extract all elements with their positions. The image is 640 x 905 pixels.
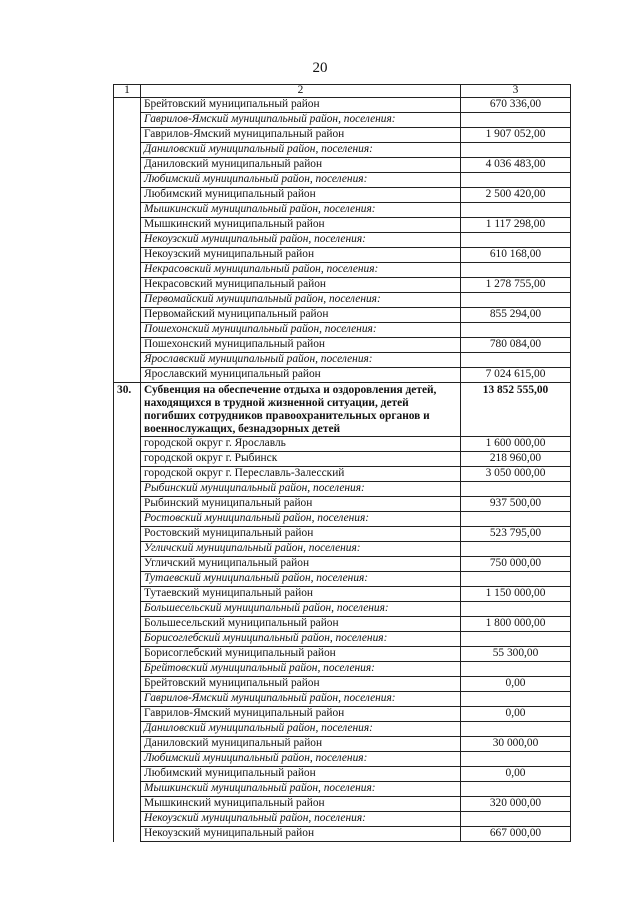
district-name: городской округ г. Переславль-Залесский <box>141 467 461 482</box>
amount-cell: 1 278 755,00 <box>461 278 571 293</box>
amount-cell: 750 000,00 <box>461 557 571 572</box>
settlement-heading-row <box>114 353 571 368</box>
district-name: Первомайский муниципальный район <box>141 308 461 323</box>
number-cell <box>114 173 141 188</box>
settlement-heading: Первомайский муниципальный район, поселения: <box>141 293 461 308</box>
number-cell <box>114 797 141 812</box>
number-cell <box>114 677 141 692</box>
settlement-heading-row <box>114 203 571 218</box>
settlement-heading-row <box>114 323 571 338</box>
amount-cell <box>461 203 571 218</box>
district-name: Мышкинский муниципальный район <box>141 218 461 233</box>
district-row <box>114 308 571 323</box>
district-row <box>114 617 571 632</box>
district-name: городской округ г. Рыбинск <box>141 452 461 467</box>
amount-cell: 1 117 298,00 <box>461 218 571 233</box>
district-row <box>114 338 571 353</box>
district-name: Любимский муниципальный район <box>141 767 461 782</box>
amount-cell <box>461 662 571 677</box>
amount-cell <box>461 323 571 338</box>
amount-cell: 3 050 000,00 <box>461 467 571 482</box>
number-cell <box>114 203 141 218</box>
district-row <box>114 248 571 263</box>
district-row <box>114 677 571 692</box>
amount-cell: 667 000,00 <box>461 827 571 842</box>
amount-cell: 855 294,00 <box>461 308 571 323</box>
district-name: Большесельский муниципальный район <box>141 617 461 632</box>
settlement-heading-row <box>114 632 571 647</box>
settlement-heading: Тутаевский муниципальный район, поселения: <box>141 572 461 587</box>
settlement-heading: Любимский муниципальный район, поселения: <box>141 173 461 188</box>
amount-cell <box>461 293 571 308</box>
district-row <box>114 767 571 782</box>
district-row <box>114 98 571 113</box>
settlement-heading-row <box>114 113 571 128</box>
amount-cell <box>461 353 571 368</box>
section-title: Субвенция на обеспечение отдыха и оздоровления детей, находящихся в трудной жизненной ситуации, детей погибших сотрудников правоохранительных органов и военнослужащих, безнадзорных детей <box>141 383 461 437</box>
settlement-heading: Брейтовский муниципальный район, поселения: <box>141 662 461 677</box>
settlement-heading: Любимский муниципальный район, поселения: <box>141 752 461 767</box>
settlement-heading-row <box>114 662 571 677</box>
district-name: Рыбинский муниципальный район <box>141 497 461 512</box>
amount-cell: 610 168,00 <box>461 248 571 263</box>
district-row <box>114 452 571 467</box>
number-cell <box>114 587 141 602</box>
settlement-heading: Большесельский муниципальный район, поселения: <box>141 602 461 617</box>
number-cell <box>114 467 141 482</box>
number-cell <box>114 98 141 113</box>
page-number: 20 <box>312 60 328 76</box>
amount-cell: 1 907 052,00 <box>461 128 571 143</box>
settlement-heading: Некрасовский муниципальный район, поселения: <box>141 263 461 278</box>
district-row <box>114 797 571 812</box>
number-cell <box>114 293 141 308</box>
amount-cell: 780 084,00 <box>461 338 571 353</box>
district-name: Брейтовский муниципальный район <box>141 677 461 692</box>
number-cell <box>114 512 141 527</box>
number-cell <box>114 437 141 452</box>
number-cell <box>114 248 141 263</box>
amount-cell <box>461 692 571 707</box>
settlement-heading: Ярославский муниципальный район, поселения: <box>141 353 461 368</box>
number-cell <box>114 368 141 383</box>
district-name: Некоузский муниципальный район <box>141 827 461 842</box>
district-row <box>114 188 571 203</box>
header-cell-number: 1 <box>114 85 141 98</box>
district-row <box>114 467 571 482</box>
amount-cell: 7 024 615,00 <box>461 368 571 383</box>
amount-cell <box>461 542 571 557</box>
amount-cell <box>461 812 571 827</box>
number-cell <box>114 482 141 497</box>
district-row <box>114 497 571 512</box>
district-row <box>114 737 571 752</box>
district-name: городской округ г. Ярославль <box>141 437 461 452</box>
district-row <box>114 557 571 572</box>
number-cell <box>114 143 141 158</box>
settlement-heading-row <box>114 293 571 308</box>
amount-cell: 937 500,00 <box>461 497 571 512</box>
number-cell <box>114 188 141 203</box>
number-cell <box>114 632 141 647</box>
district-name: Даниловский муниципальный район <box>141 158 461 173</box>
number-cell <box>114 542 141 557</box>
number-cell <box>114 752 141 767</box>
amount-cell: 0,00 <box>461 707 571 722</box>
allocation-table <box>113 84 571 842</box>
district-row <box>114 707 571 722</box>
district-row <box>114 437 571 452</box>
number-cell <box>114 263 141 278</box>
number-cell <box>114 812 141 827</box>
amount-cell <box>461 263 571 278</box>
settlement-heading-row <box>114 233 571 248</box>
settlement-heading: Некоузский муниципальный район, поселения: <box>141 812 461 827</box>
number-cell <box>114 452 141 467</box>
subvention-section-row <box>114 383 571 437</box>
amount-cell <box>461 143 571 158</box>
settlement-heading-row <box>114 143 571 158</box>
header-cell-name: 2 <box>141 85 461 98</box>
number-cell <box>114 323 141 338</box>
settlement-heading-row <box>114 542 571 557</box>
district-name: Ростовский муниципальный район <box>141 527 461 542</box>
header-cell-amount: 3 <box>461 85 571 98</box>
amount-cell <box>461 632 571 647</box>
settlement-heading-row <box>114 602 571 617</box>
district-name: Гаврилов-Ямский муниципальный район <box>141 128 461 143</box>
settlement-heading-row <box>114 692 571 707</box>
settlement-heading: Гаврилов-Ямский муниципальный район, поселения: <box>141 113 461 128</box>
number-cell <box>114 827 141 842</box>
amount-cell <box>461 782 571 797</box>
amount-cell: 2 500 420,00 <box>461 188 571 203</box>
number-cell <box>114 647 141 662</box>
district-row <box>114 827 571 842</box>
amount-cell: 30 000,00 <box>461 737 571 752</box>
number-cell <box>114 662 141 677</box>
number-cell <box>114 218 141 233</box>
settlement-heading-row <box>114 482 571 497</box>
amount-cell: 1 150 000,00 <box>461 587 571 602</box>
amount-cell <box>461 722 571 737</box>
district-name: Даниловский муниципальный район <box>141 737 461 752</box>
number-cell <box>114 722 141 737</box>
number-cell <box>114 527 141 542</box>
district-row <box>114 647 571 662</box>
district-row <box>114 527 571 542</box>
amount-cell <box>461 233 571 248</box>
district-row <box>114 158 571 173</box>
settlement-heading: Пошехонский муниципальный район, поселения: <box>141 323 461 338</box>
number-cell <box>114 617 141 632</box>
district-name: Некрасовский муниципальный район <box>141 278 461 293</box>
amount-cell: 320 000,00 <box>461 797 571 812</box>
settlement-heading-row <box>114 812 571 827</box>
district-name: Гаврилов-Ямский муниципальный район <box>141 707 461 722</box>
number-cell <box>114 572 141 587</box>
amount-cell: 1 800 000,00 <box>461 617 571 632</box>
amount-cell <box>461 602 571 617</box>
settlement-heading: Рыбинский муниципальный район, поселения: <box>141 482 461 497</box>
settlement-heading: Гаврилов-Ямский муниципальный район, поселения: <box>141 692 461 707</box>
amount-cell <box>461 572 571 587</box>
settlement-heading-row <box>114 173 571 188</box>
district-name: Угличский муниципальный район <box>141 557 461 572</box>
settlement-heading-row <box>114 572 571 587</box>
settlement-heading: Борисоглебский муниципальный район, поселения: <box>141 632 461 647</box>
settlement-heading-row <box>114 263 571 278</box>
district-name: Ярославский муниципальный район <box>141 368 461 383</box>
number-cell <box>114 602 141 617</box>
settlement-heading-row <box>114 752 571 767</box>
settlement-heading-row <box>114 782 571 797</box>
number-cell <box>114 233 141 248</box>
settlement-heading: Мышкинский муниципальный район, поселения: <box>141 203 461 218</box>
district-name: Борисоглебский муниципальный район <box>141 647 461 662</box>
settlement-heading: Некоузский муниципальный район, поселения: <box>141 233 461 248</box>
district-name: Брейтовский муниципальный район <box>141 98 461 113</box>
settlement-heading: Ростовский муниципальный район, поселения: <box>141 512 461 527</box>
amount-cell <box>461 113 571 128</box>
number-cell <box>114 113 141 128</box>
number-cell <box>114 557 141 572</box>
district-row <box>114 368 571 383</box>
number-cell <box>114 158 141 173</box>
amount-cell: 1 600 000,00 <box>461 437 571 452</box>
amount-cell <box>461 512 571 527</box>
allocation-table-body <box>114 85 571 842</box>
settlement-heading: Мышкинский муниципальный район, поселения: <box>141 782 461 797</box>
district-row <box>114 218 571 233</box>
number-cell <box>114 692 141 707</box>
number-cell <box>114 128 141 143</box>
amount-cell <box>461 482 571 497</box>
amount-cell <box>461 752 571 767</box>
settlement-heading: Даниловский муниципальный район, поселения: <box>141 722 461 737</box>
amount-cell: 4 036 483,00 <box>461 158 571 173</box>
amount-cell <box>461 173 571 188</box>
amount-cell: 0,00 <box>461 767 571 782</box>
settlement-heading: Угличский муниципальный район, поселения: <box>141 542 461 557</box>
number-cell <box>114 737 141 752</box>
district-row <box>114 278 571 293</box>
section-number: 30. <box>114 383 141 437</box>
amount-cell: 55 300,00 <box>461 647 571 662</box>
section-total: 13 852 555,00 <box>461 383 571 437</box>
district-row <box>114 587 571 602</box>
district-row <box>114 128 571 143</box>
number-cell <box>114 767 141 782</box>
district-name: Любимский муниципальный район <box>141 188 461 203</box>
amount-cell: 670 336,00 <box>461 98 571 113</box>
settlement-heading: Даниловский муниципальный район, поселения: <box>141 143 461 158</box>
number-cell <box>114 782 141 797</box>
number-cell <box>114 497 141 512</box>
district-name: Пошехонский муниципальный район <box>141 338 461 353</box>
number-cell <box>114 308 141 323</box>
district-name: Тутаевский муниципальный район <box>141 587 461 602</box>
amount-cell: 0,00 <box>461 677 571 692</box>
district-name: Некоузский муниципальный район <box>141 248 461 263</box>
amount-cell: 218 960,00 <box>461 452 571 467</box>
settlement-heading-row <box>114 722 571 737</box>
settlement-heading-row <box>114 512 571 527</box>
district-name: Мышкинский муниципальный район <box>141 797 461 812</box>
number-cell <box>114 707 141 722</box>
amount-cell: 523 795,00 <box>461 527 571 542</box>
number-cell <box>114 353 141 368</box>
table-header-row <box>114 85 571 98</box>
number-cell <box>114 338 141 353</box>
number-cell <box>114 278 141 293</box>
